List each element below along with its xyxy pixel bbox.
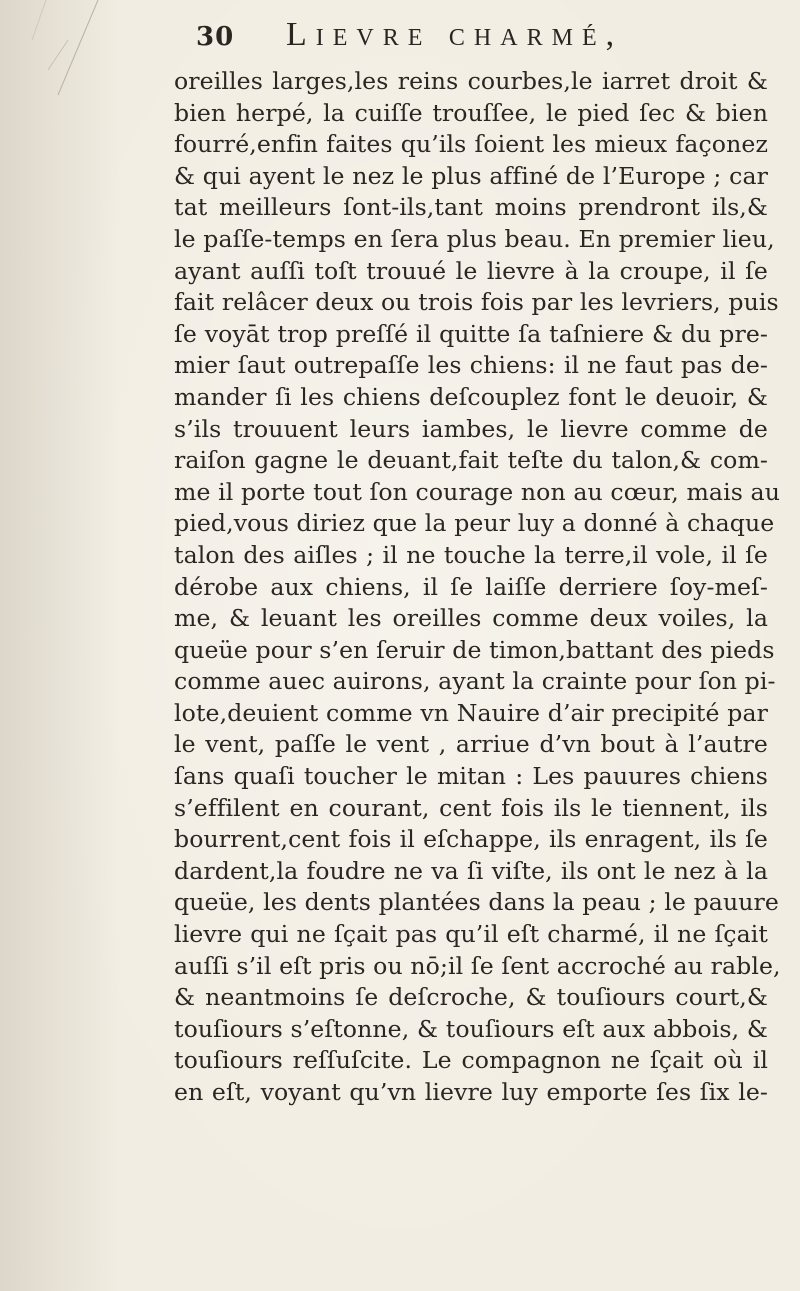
text-line: tat meilleurs ſont-ils,tant moins prendront ils,& — [174, 193, 768, 222]
text-line: me, & leuant les oreilles comme deux voiles, la — [174, 604, 768, 633]
text-line: le paſſe-temps en ſera plus beau. En premier lieu, — [174, 224, 775, 253]
text-line: fait relâcer deux ou trois fois par les levriers, puis — [174, 288, 779, 317]
text-line: bourrent,cent fois il eſchappe, ils enragent, ils ſe — [174, 825, 768, 854]
text-line: & neantmoins ſe deſcroche, & touſiours court,& — [174, 983, 768, 1012]
text-line: lote,deuient comme vn Nauire d’air precipité par — [174, 698, 768, 727]
gutter-shadow — [0, 0, 120, 1291]
text-line: auſſi s’il eſt pris ou nō;il ſe ſent accroché au rable, — [174, 951, 781, 980]
text-line: lievre qui ne ſçait pas qu’il eſt charmé, il ne ſçait — [174, 920, 768, 949]
text-line: me il porte tout ſon courage non au cœur, mais au — [174, 477, 781, 506]
text-line: s’ils trouuent leurs iambes, le lievre comme de — [174, 414, 768, 443]
text-line: dérobe aux chiens, il ſe laiſſe derriere ſoy-meſ- — [174, 572, 768, 601]
text-line: s’effilent en courant, cent fois ils le tiennent, ils — [174, 793, 768, 822]
text-line: dardent,la foudre ne va ſi viſte, ils ont le nez à la — [174, 856, 768, 885]
text-line: le vent, paſſe le vent , arriue d’vn bout à l’autre — [174, 730, 768, 759]
text-line: ayant auſſi toſt trouué le lievre à la croupe, il ſe — [174, 256, 768, 285]
running-header — [196, 16, 756, 66]
text-line: oreilles larges,les reins courbes,le iarret droit & — [174, 67, 768, 95]
text-line: mier ſaut outrepaſſe les chiens: il ne faut pas de- — [174, 351, 768, 380]
page-number: 30 — [196, 22, 235, 52]
text-line: touſiours s’eſtonne, & touſiours eſt aux abbois, & — [174, 1014, 768, 1043]
pencil-mark — [28, 0, 138, 140]
text-line: bien herpé, la cuiſſe trouſſee, le pied ſec & bien — [174, 98, 768, 127]
text-line: ſe voyāt trop preſſé il quitte ſa taſniere & du pre- — [174, 319, 768, 348]
text-line: talon des aiſles ; il ne touche la terre,il vole, il ſe — [174, 540, 768, 569]
text-line: mander ſi les chiens deſcouplez font le deuoir, & — [174, 382, 768, 411]
text-line: queüe pour s’en ſeruir de timon,battant des pieds — [174, 635, 775, 664]
body-text — [174, 66, 781, 1109]
running-title: Lievre charmé, — [286, 16, 624, 53]
text-line: queüe, les dents plantées dans la peau ; le pauure — [174, 888, 779, 917]
text-line: comme auec auirons, ayant la crainte pour ſon pi- — [174, 667, 776, 696]
text-line: fourré,enfin faites qu’ils ſoient les mieux façonez — [174, 130, 768, 159]
text-line: pied,vous diriez que la peur luy a donné à chaque — [174, 509, 775, 538]
text-line: & qui ayent le nez le plus affiné de l’Europe ; car — [174, 161, 768, 190]
text-line: raiſon gagne le deuant,fait teſte du talon,& com- — [174, 446, 768, 475]
text-line: ſans quaſi toucher le mitan : Les pauures chiens — [174, 762, 768, 791]
text-line: touſiours reſſuſcite. Le compagnon ne ſçait où il — [174, 1046, 768, 1075]
text-line: en eſt, voyant qu’vn lievre luy emporte ſes ſix le- — [174, 1078, 768, 1106]
